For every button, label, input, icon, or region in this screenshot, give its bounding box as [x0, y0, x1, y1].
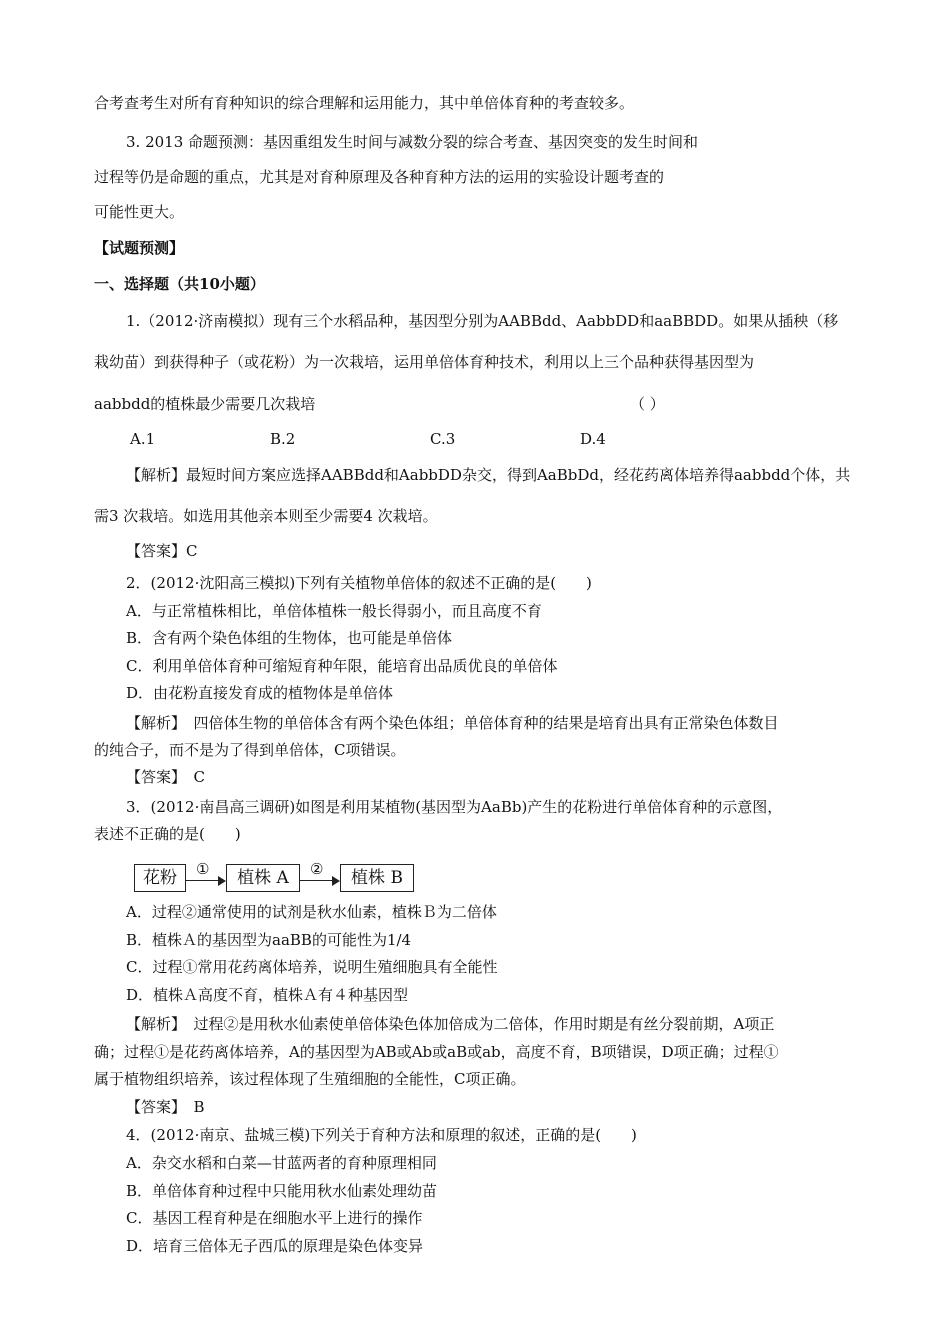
q3-option-a: A．过程②通常使用的试剂是秋水仙素，植株Ｂ为二倍体 [126, 903, 497, 921]
q1-option-b: B.2 [270, 430, 296, 448]
q2-stem: 2．(2012·沈阳高三模拟)下列有关植物单倍体的叙述不正确的是( ) [126, 574, 592, 592]
q4-option-a: A．杂交水稻和白菜—甘蓝两者的育种原理相同 [126, 1154, 437, 1172]
q3-analysis-line-1: 【解析】 过程②是用秋水仙素使单倍体染色体加倍成为二倍体，作用时期是有丝分裂前期，A项正 [126, 1015, 775, 1033]
flow-box-plant-b: 植株 B [340, 864, 414, 892]
q1-analysis-line-2: 需3 次栽培。如选用其他亲本则至少需要4 次栽培。 [94, 507, 438, 525]
q2-option-d: D．由花粉直接发育成的植物体是单倍体 [126, 684, 394, 702]
q3-option-b: B．植株Ａ的基因型为aaBB的可能性为1/4 [126, 931, 412, 949]
flow-arrow-1 [186, 860, 226, 892]
q2-option-c: C．利用单倍体育种可缩短育种年限，能培育出品质优良的单倍体 [126, 657, 558, 675]
intro-line-3: 过程等仍是命题的重点，尤其是对育种原理及各种育种方法的运用的实验设计题考查的 [94, 168, 665, 186]
q3-stem-line-2: 表述不正确的是( ) [94, 825, 241, 843]
q3-option-d: D．植株Ａ高度不育，植株Ａ有４种基因型 [126, 986, 409, 1004]
q1-stem-line-1: 1.（2012·济南模拟）现有三个水稻品种，基因型分别为AABBdd、AabbDD和aaBBDD。如果从插秧（移 [126, 312, 839, 330]
q4-option-c: C．基因工程育种是在细胞水平上进行的操作 [126, 1209, 423, 1227]
q1-option-a: A.1 [130, 430, 156, 448]
q2-option-a: A．与正常植株相比，单倍体植株一般长得弱小，而且高度不育 [126, 602, 542, 620]
q1-answer-paren: （ ） [630, 395, 665, 413]
q2-option-b: B．含有两个染色体组的生物体，也可能是单倍体 [126, 629, 453, 647]
q3-answer: 【答案】 B [126, 1098, 205, 1116]
flow-box-plant-a: 植株 A [226, 864, 300, 892]
q1-analysis-line-1: 【解析】最短时间方案应选择AABBdd和AabbDD杂交，得到AaBbDd，经花药离体培养得aabbdd个体，共 [126, 466, 851, 484]
q2-analysis-line-2: 的纯合子，而不是为了得到单倍体，C项错误。 [94, 741, 406, 759]
arrow-right-icon [218, 876, 226, 886]
subsection-title: 一、选择题（共10小题） [94, 275, 265, 293]
flow-step-1-label: ① [196, 860, 210, 878]
intro-line-2: 3. 2013 命题预测：基因重组发生时间与减数分裂的综合考查、基因突变的发生时间和 [126, 133, 699, 151]
intro-line-1: 合考查考生对所有育种知识的综合理解和运用能力，其中单倍体育种的考查较多。 [94, 94, 635, 112]
q1-stem-line-2: 栽幼苗）到获得种子（或花粉）为一次栽培，运用单倍体育种技术，利用以上三个品种获得基因型为 [94, 353, 755, 371]
q4-option-d: D．培育三倍体无子西瓜的原理是染色体变异 [126, 1237, 424, 1255]
q1-option-c: C.3 [430, 430, 456, 448]
q2-answer: 【答案】 C [126, 768, 205, 786]
flow-box-pollen: 花粉 [134, 864, 186, 892]
q4-stem: 4．(2012·南京、盐城三模)下列关于育种方法和原理的叙述，正确的是( ) [126, 1126, 637, 1144]
q1-stem-line-3: aabbdd的植株最少需要几次栽培 [94, 395, 316, 413]
q3-analysis-line-2: 确；过程①是花药离体培养，A的基因型为AB或Ab或aB或ab，高度不育，B项错误，D项正确；过程① [94, 1043, 779, 1061]
q1-option-d: D.4 [580, 430, 606, 448]
q1-answer: 【答案】C [126, 542, 198, 560]
section-title: 【试题预测】 [94, 239, 185, 257]
flow-arrow-2 [300, 860, 340, 892]
q3-stem-line-1: 3．(2012·南昌高三调研)如图是利用某植物(基因型为AaBb)产生的花粉进行单倍体育种的示意图， [126, 798, 783, 816]
arrow-right-icon [332, 876, 340, 886]
intro-line-4: 可能性更大。 [94, 203, 185, 221]
q4-option-b: B．单倍体育种过程中只能用秋水仙素处理幼苗 [126, 1182, 438, 1200]
q3-analysis-line-3: 属于植物组织培养，该过程体现了生殖细胞的全能性，C项正确。 [94, 1070, 526, 1088]
flow-step-2-label: ② [310, 860, 324, 878]
q3-option-c: C．过程①常用花药离体培养，说明生殖细胞具有全能性 [126, 958, 498, 976]
q2-analysis-line-1: 【解析】 四倍体生物的单倍体含有两个染色体组；单倍体育种的结果是培育出具有正常染色体数目 [126, 714, 779, 732]
